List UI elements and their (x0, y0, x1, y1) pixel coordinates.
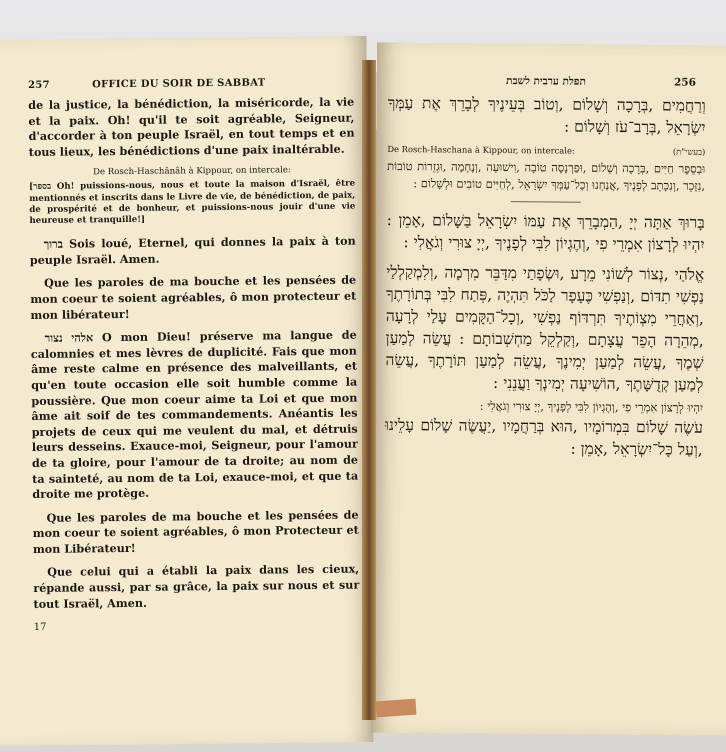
left-running-title: OFFICE DU SOIR DE SABBAT (91, 77, 266, 91)
left-page-number: 257 (28, 79, 50, 91)
paragraph-baruch: ברוך Sois loué, Eternel, qui donnes la paix à ton peuple Israël. Amen. (29, 233, 356, 267)
left-folio: 17 (33, 622, 47, 634)
hebrew-paragraph-5: עֹשֶׂה שָׁלוֹם בִּמְרוֹמָיו ,הוּא בְּרַחֲמָיו ,יַעֲשֶׂה שָׁלוֹם עָלֵינוּ ,וְעַל כָּל־יִשְׂרָאֵל ,אָמֵן : (384, 415, 704, 459)
right-subheading (387, 144, 705, 157)
hebrew-paragraph-2: בָּרוּךְ אַתָּה יְיָ ,הַמְבָרֵךְ אֶת עַמּוֹ יִשְׂרָאֵל בַּשָּׁלוֹם ,אָמֵן : יִהְיוּ לְרָצוֹן אִמְרֵי פִי ,וְהֶגְיוֹן לִבִּי לְפָנֶיךָ ,יְיָ צוּרִי וְגֹאֲלִי : (386, 210, 705, 254)
paragraph-paroles: Que les paroles de ma bouche et les pensées de mon coeur te soient agréables, ô mon protecteur et mon libérateur! (30, 272, 357, 322)
right-page-number: 256 (673, 76, 696, 89)
right-subheading-french: De Rosch-Haschana à Kippour, on intercale: (387, 143, 575, 156)
hebrew-paragraph-3: אֱלֹהַי ,נְצוֹר לְשׁוֹנִי מֵרָע ,וּשְׂפָתַי מִדַּבֵּר מִרְמָה ,וְלִמְקַלְלַי נַפְשִׁי תִדּוֹם ,וְנַפְשִׁי כֶּעָפָר לַכֹּל תִּהְיֶה ,פְּתַח לִבִּי בְּתוֹרָתֶךָ ,וְאַחֲרֵי מִצְוֹתֶיךָ תִּרְדּוֹף נַפְשִׁי ,וְכָל־הַקָּמִים עָלַי לְרָעָה ,מְהֵרָה הָפֵר עֲצָתָם ,וְקַלְקֵל מַחְשְׁבוֹתָם : עֲשֵׂה לְמַעַן שְׁמֶךָ ,עֲשֵׂה לְמַעַן יְמִינֶךָ ,עֲשֵׂה לְמַעַן תּוֹרָתֶךָ ,עֲשֵׂה לְמַעַן קְדֻשָּׁתֶךָ ,הוֹשִׁיעָה יְמִינְךָ וַעֲנֵנִי : (385, 262, 705, 394)
right-subheading-hebrew: (בעשי"ת) (672, 146, 706, 157)
divider-rule (511, 201, 581, 203)
right-page-text (385, 74, 706, 461)
book-spine (362, 60, 376, 720)
hebrew-intercalation: וּבְסֵפֶר חַיִּים ,בְּרָכָה וְשָׁלוֹם ,וּפַרְנָסָה טוֹבָה ,וִישׁוּעָה ,וְנֶחָמָה ,וּגְזֵרוֹת טוֹבוֹת ,נִזָּכֵר ,וְנִכָּתֵב לְפָנֶיךָ ,אֲנַחְנוּ וְכָל־עַמְּךָ יִשְׂרָאֵל ,לְחַיִּים טוֹבִים וּלְשָׁלוֹם : (387, 158, 706, 193)
paragraph-paroles-2: Que les paroles de ma bouche et les pensées de mon coeur te soient agréables, ô mon Protecteur et mon Libérateur! (32, 507, 359, 556)
intercalation-text: [בספר Oh! puissions-nous, nous et toute la maison d'Israël, être mentionnés et inscrits dans le Livre de vie, de bénédiction, de paix, de prospérité et de bonheur, et puissions-nous jouir d'une vie heureuse et tranquille!] (29, 178, 356, 226)
paragraph-oseh-shalom: Que celui qui a établi la paix dans les cieux, répande aussi, par sa grâce, la paix sur nous et sur tout Israël, Amen. (33, 562, 360, 611)
left-page-text (28, 77, 360, 634)
left-header (28, 77, 354, 98)
hebrew-paragraph-4: יִהְיוּ לְרָצוֹן אִמְרֵי פִי ,וְהֶגְיוֹן לִבִּי לְפָנֶיךָ ,יְיָ צוּרִי וְגֹאֲלִי : (479, 398, 704, 415)
paragraph-elohai-netsor: אלהי נצור O mon Dieu! préserve ma langue de calomnies et mes lèvres de duplicité. Fais que mon âme reste calme en présence des malveillants, et qu'en toute occasion elle soit humble comme la poussière. Que mon coeur aime ta Loi et que mon âme ait soif de tes commandements. Anéantis les projets de ceux qui me veulent du mal, et détruis leurs desseins. Exauce-moi, Seigneur, pour l'amour de ta gloire, pour l'amour de ta droite; au nom de ta sainteté, au nom de ta Loi, exauce-moi, et que ta droite me protège. (30, 327, 359, 502)
left-subheading: De Rosch-Haschânâh à Kippour, on intercale: (93, 165, 291, 178)
bookmark-ribbon (375, 699, 416, 718)
right-running-title: תפלת ערבית לשבת (506, 75, 586, 88)
paragraph-justice: de la justice, la bénédiction, la miséricorde, la vie et la paix. Oh! qu'il te soit agréable, Seigneur, d'accorder à ton peuple Israël, en tout temps et en tous lieux, les bénédictions d'une paix inaltérable. (28, 94, 355, 159)
right-header (388, 74, 706, 95)
hebrew-paragraph-1: וְרַחֲמִים ,בְּרָכָה וְשָׁלוֹם ,וְטוֹב בְּעֵינֶיךָ לְבָרֵךְ אֶת עַמְּךָ יִשְׂרָאֵל ,בְּרָב־עֹז וְשָׁלוֹם : (387, 93, 706, 137)
